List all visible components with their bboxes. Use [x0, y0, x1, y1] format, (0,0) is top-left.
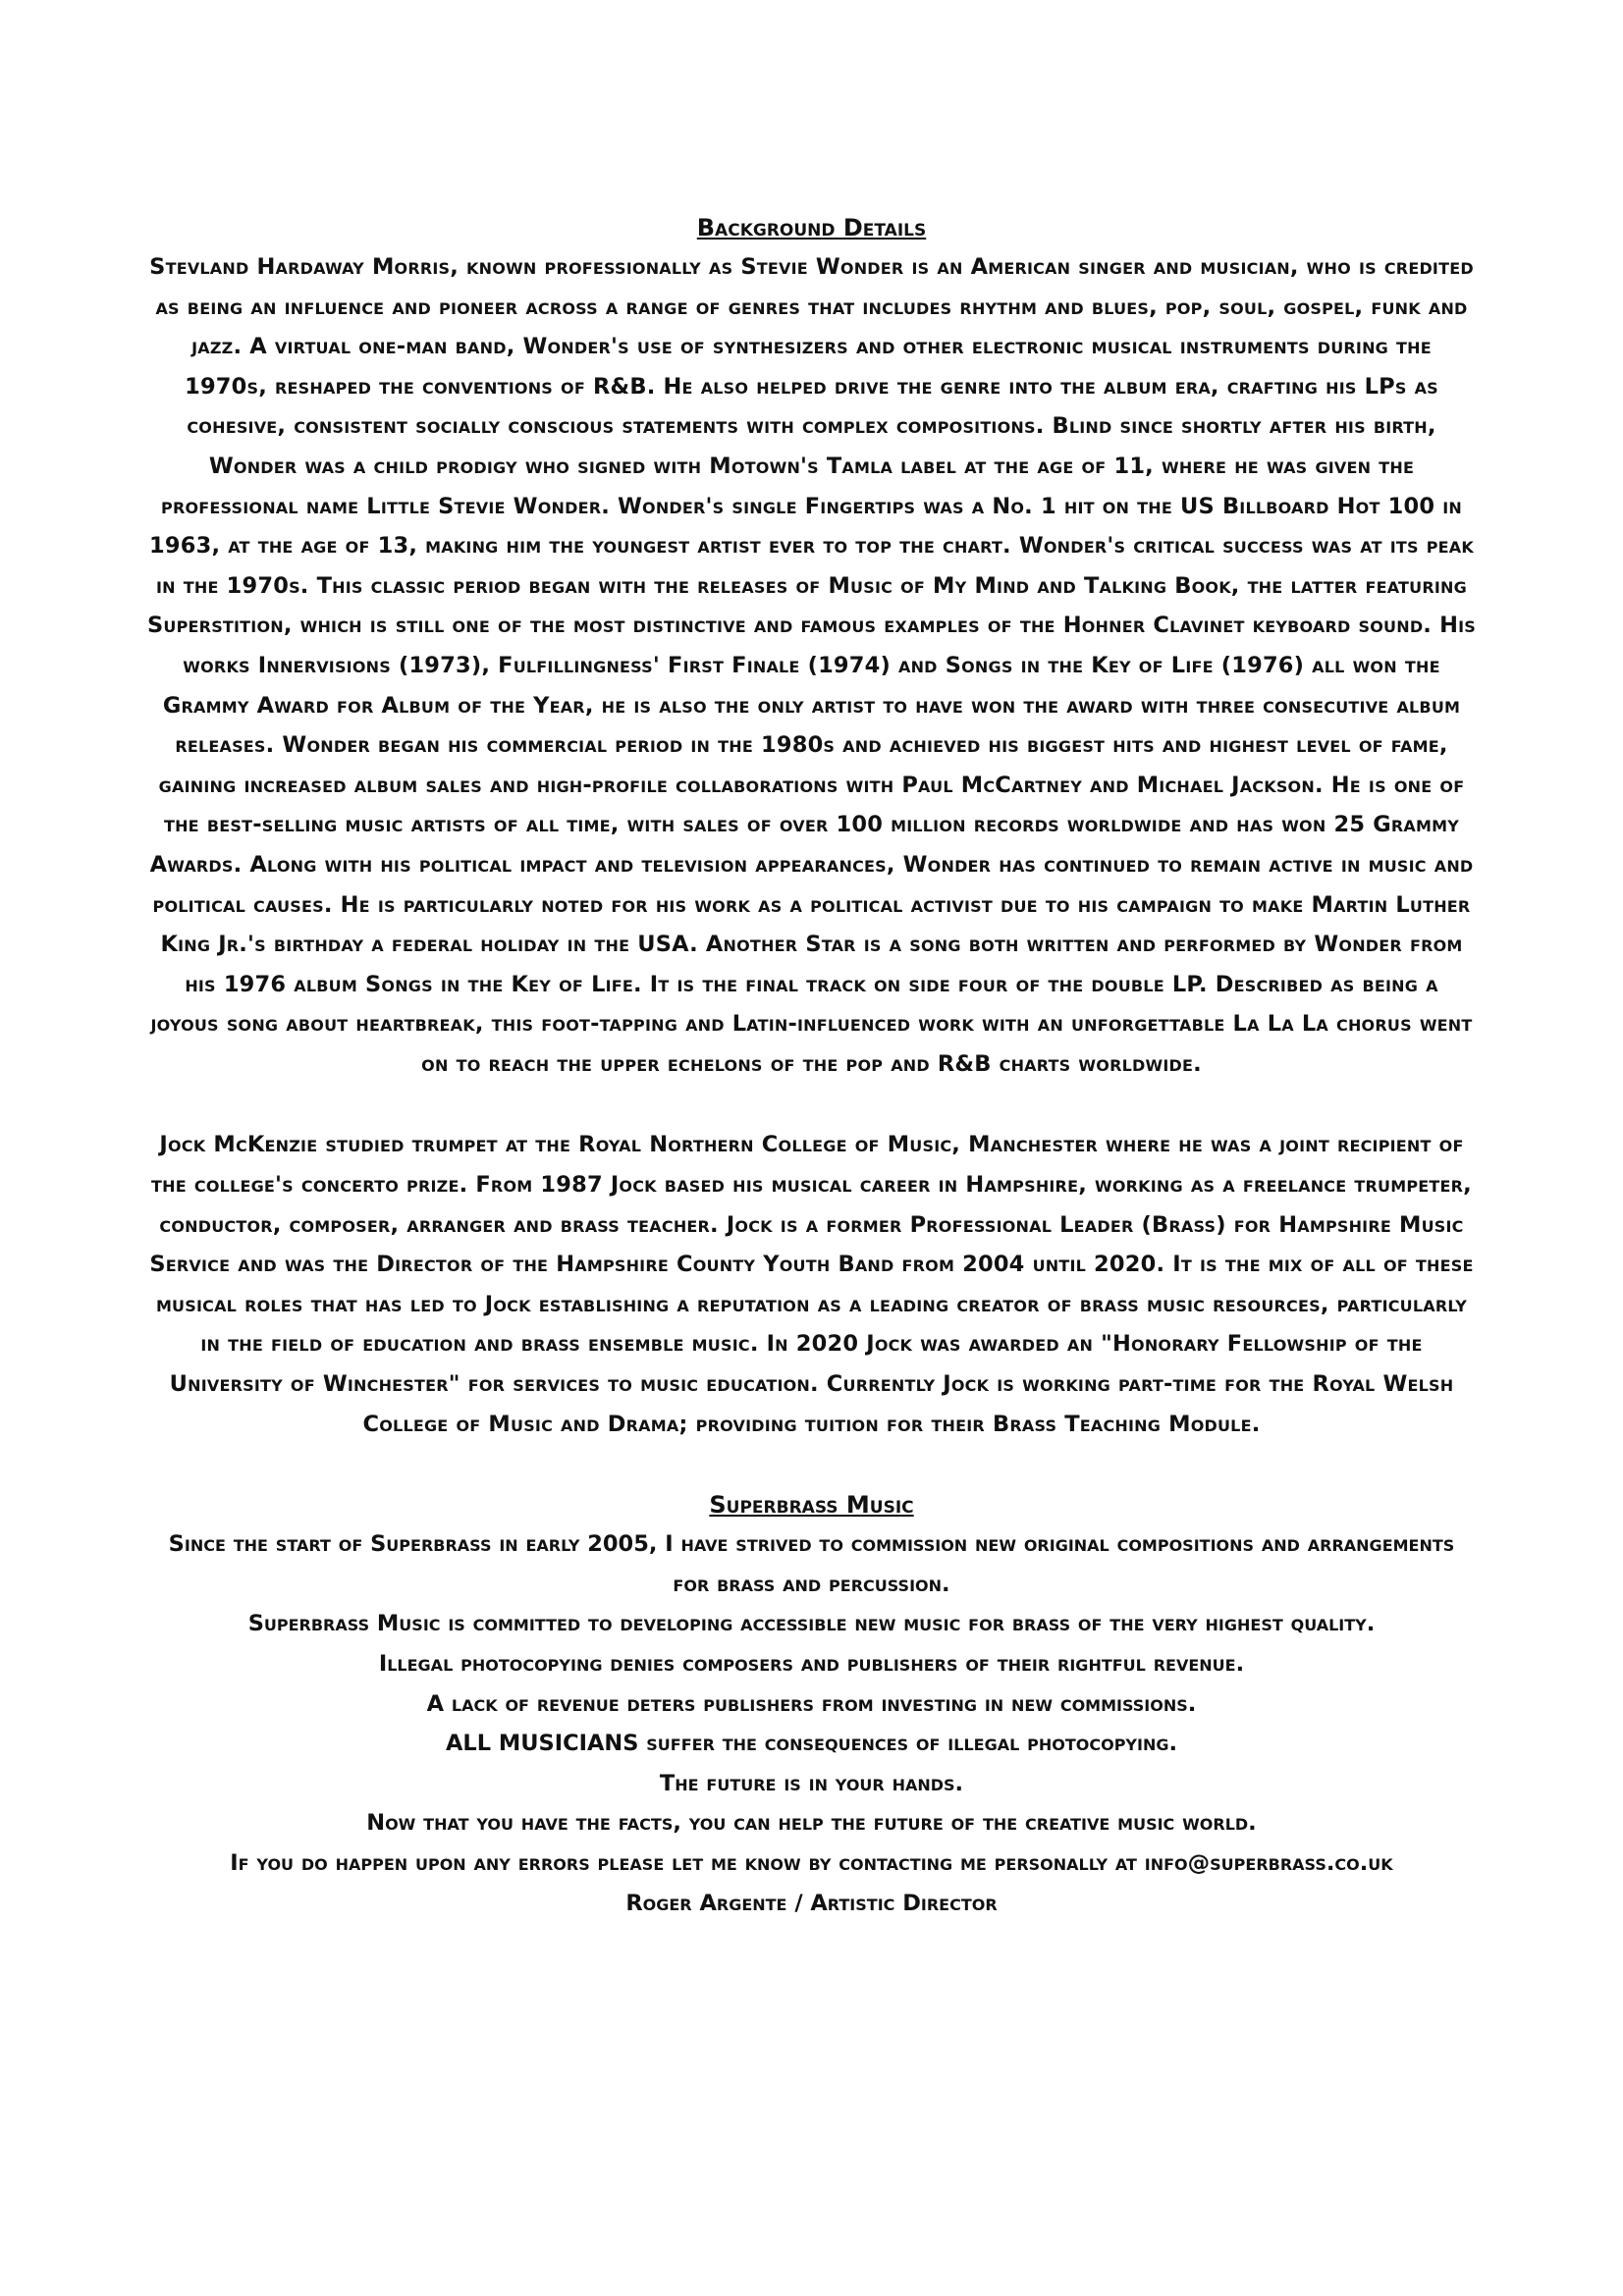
spacer — [147, 1444, 1476, 1485]
spacer — [147, 1084, 1476, 1125]
contact-line: If you do happen upon any errors please let me know by contacting me personally at info@superbrass.co.uk — [230, 1849, 1393, 1876]
statement-line: Illegal photocopying denies composers and publishers of their rightful revenue. — [378, 1651, 1245, 1677]
background-paragraph: Stevland Hardaway Morris, known professionally as Stevie Wonder is an American singer and musician, who is credited as being an influence and pioneer across a range of genres that includes rhythm and blues, pop, soul, gospel, funk and jazz. A virtual one-man band, Wonder's use of synthesizers and other electronic musical instruments during the 1970s, reshaped the conventions of R&B. He also helped drive the genre into the album era, crafting his LPs as cohesive, consistent socially conscious statements with complex compositions. Blind since shortly after his birth, Wonder was a child prodigy who signed with Motown's Tamla label at the age of 11, where he was given the professional name Little Stevie Wonder. Wonder's single Fingertips was a No. 1 hit on the US Billboard Hot 100 in 1963, at the age of 13, making him the youngest artist ever to top the chart. Wonder's critical success was at its peak in the 1970s. This classic period began with the releases of Music of My Mind and Talking Book, the latter featuring Superstition, which is still one of the most distinctive and famous examples of the Hohner Clavinet keyboard sound. His works Innervisions (1973), Fulfillingness' First Finale (1974) and Songs in the Key of Life (1976) all won the Grammy Award for Album of the Year, he is also the only artist to have won the award with three consecutive album releases. Wonder began his commercial period in the 1980s and achieved his biggest hits and highest level of fame, gaining increased album sales and high-profile collaborations with Paul McCartney and Michael Jackson. He is one of the best-selling music artists of all time, with sales of over 100 million records worldwide and has won 25 Grammy Awards. Along with his political impact and television appearances, Wonder has continued to remain active in music and political causes. He is particularly noted for his work as a political activist due to his campaign to make Martin Luther King Jr.'s birthday a federal holiday in the USA. Another Star is a song both written and performed by Wonder from his 1976 album Songs in the Key of Life. It is the final track on side four of the double LP. Described as being a joyous song about heartbreak, this foot-tapping and Latin-influenced work with an unforgettable La La La chorus went on to reach the upper echelons of the pop and R&B charts worldwide. — [147, 254, 1476, 1077]
superbrass-statement — [147, 1524, 1476, 1923]
statement-line: Now that you have the facts, you can help the future of the creative music world. — [366, 1810, 1257, 1837]
background-heading: Background Details — [696, 214, 927, 241]
statement-line: The future is in your hands. — [659, 1770, 964, 1796]
document-page — [147, 208, 1476, 1923]
statement-line: Since the start of Superbrass in early 2005, I have strived to commission new original compositions and arrangements for brass and percussion. — [168, 1531, 1455, 1597]
signature-line: Roger Argente / Artistic Director — [625, 1890, 998, 1916]
statement-line: Superbrass Music is committed to developing accessible new music for brass of the very highest quality. — [247, 1611, 1376, 1637]
superbrass-heading: Superbrass Music — [709, 1491, 914, 1520]
bio-paragraph: Jock McKenzie studied trumpet at the Royal Northern College of Music, Manchester where he was a joint recipient of the college's concerto prize. From 1987 Jock based his musical career in Hampshire, working as a freelance trumpeter, conductor, composer, arranger and brass teacher. Jock is a former Professional Leader (Brass) for Hampshire Music Service and was the Director of the Hampshire County Youth Band from 2004 until 2020. It is the mix of all of these musical roles that has led to Jock establishing a reputation as a leading creator of brass music resources, particularly in the field of education and brass ensemble music. In 2020 Jock was awarded an "Honorary Fellowship of the University of Winchester" for services to music education. Currently Jock is working part-time for the Royal Welsh College of Music and Drama; providing tuition for their Brass Teaching Module. — [149, 1132, 1474, 1437]
statement-line: A lack of revenue deters publishers from investing in new commissions. — [426, 1690, 1197, 1717]
statement-line: ALL MUSICIANS suffer the consequences of illegal photocopying. — [445, 1731, 1178, 1757]
